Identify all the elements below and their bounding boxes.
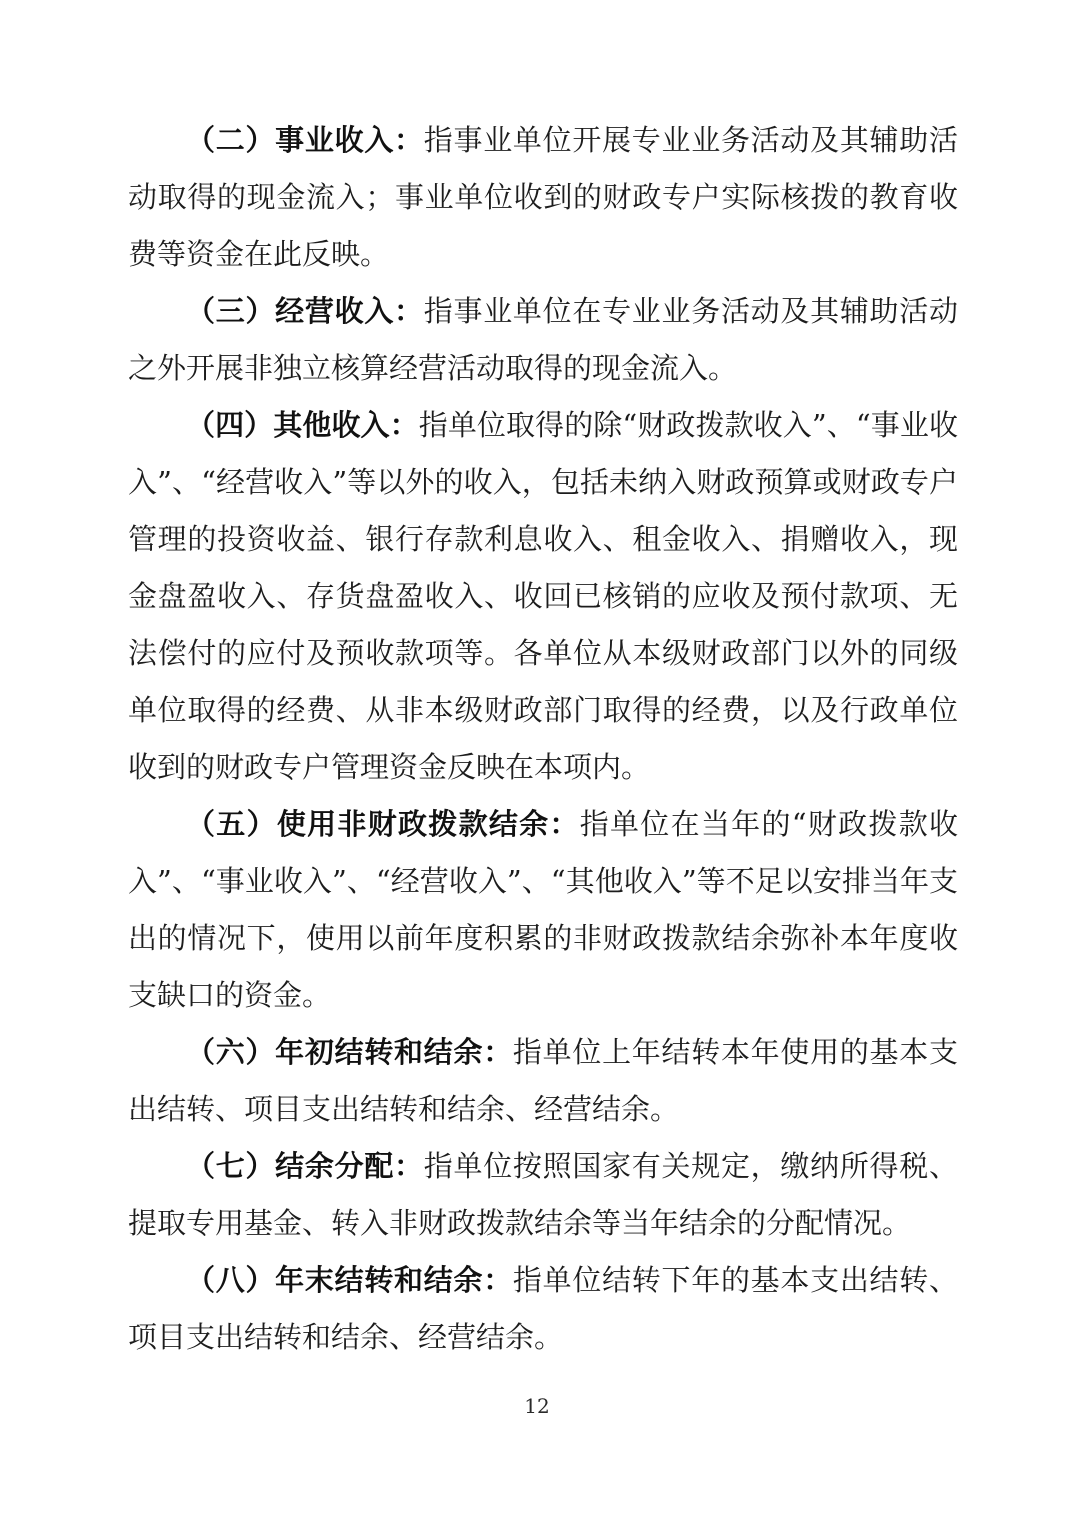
- paragraph-text: 指事业单位在专业业务活动及其辅助活动之外开展非独立核算经营活动取得的现金流入。: [128, 294, 958, 385]
- document-body: [128, 112, 958, 1366]
- paragraph-text: 指事业单位开展专业业务活动及其辅助活动取得的现金流入；事业单位收到的财政专户实际核拨的教育收费等资金在此反映。: [128, 123, 958, 271]
- paragraph-text: 指单位按照国家有关规定，缴纳所得税、提取专用基金、转入非财政拨款结余等当年结余的分配情况。: [128, 1149, 958, 1240]
- page-number: 12: [524, 1394, 550, 1418]
- paragraph: [128, 1024, 958, 1138]
- paragraph: [128, 283, 958, 397]
- paragraph-label: （二）事业收入：: [186, 123, 424, 157]
- paragraph: [128, 397, 958, 796]
- paragraph-label: （三）经营收入：: [186, 294, 424, 328]
- paragraph-label: （四）其他收入：: [186, 408, 419, 442]
- paragraph-text: 指单位结转下年的基本支出结转、项目支出结转和结余、经营结余。: [128, 1263, 958, 1354]
- paragraph: [128, 1138, 958, 1252]
- paragraph: [128, 112, 958, 283]
- paragraph-text: 指单位上年结转本年使用的基本支出结转、项目支出结转和结余、经营结余。: [128, 1035, 958, 1126]
- paragraph: [128, 1252, 958, 1366]
- paragraph-label: （七）结余分配：: [186, 1149, 424, 1183]
- paragraph-label: （五）使用非财政拨款结余：: [186, 807, 580, 841]
- paragraph-label: （八）年末结转和结余：: [186, 1263, 513, 1297]
- paragraph: [128, 796, 958, 1024]
- paragraph-label: （六）年初结转和结余：: [186, 1035, 513, 1069]
- paragraph-text: 指单位在当年的“财政拨款收入”、“事业收入”、“经营收入”、“其他收入”等不足以安排当年支出的情况下，使用以前年度积累的非财政拨款结余弥补本年度收支缺口的资金。: [128, 807, 958, 1012]
- paragraph-text: 指单位取得的除“财政拨款收入”、“事业收入”、“经营收入”等以外的收入，包括未纳入财政预算或财政专户管理的投资收益、银行存款利息收入、租金收入、捐赠收入，现金盘盈收入、存货盘盈收入、收回已核销的应收及预付款项、无法偿付的应付及预收款项等。各单位从本级财政部门以外的同级单位取得的经费、从非本级财政部门取得的经费，以及行政单位收到的财政专户管理资金反映在本项内。: [128, 408, 958, 784]
